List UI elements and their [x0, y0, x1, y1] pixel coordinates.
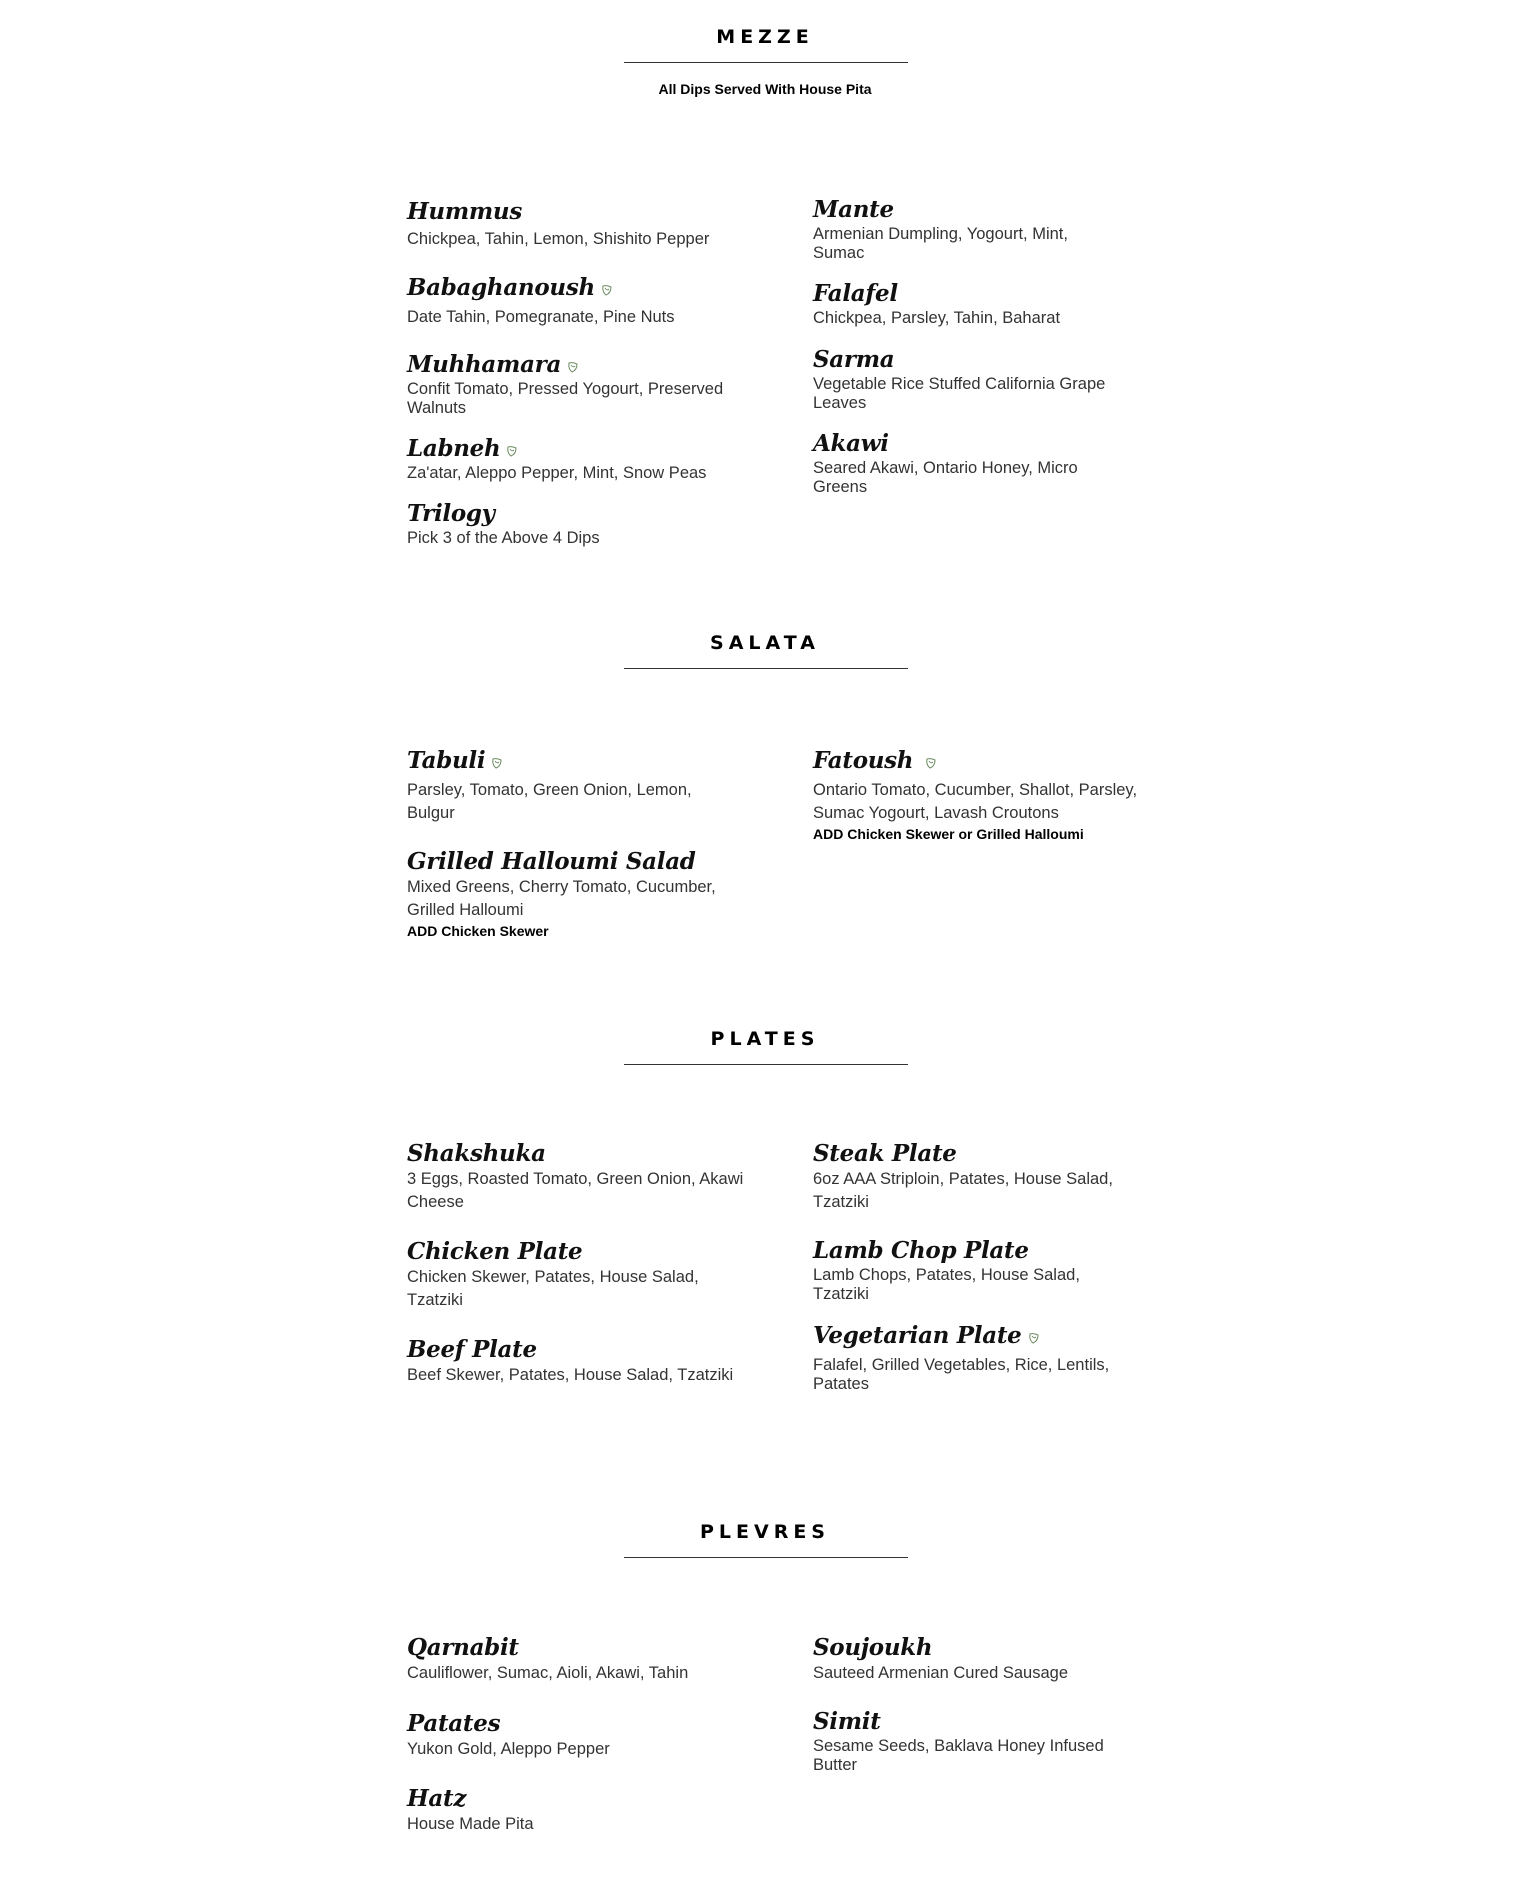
leaf-icon [567, 361, 579, 374]
menu-item-akawi [813, 430, 1163, 497]
item-description: Date Tahin, Pomegranate, Pine Nuts [407, 308, 675, 326]
item-name: Sarma [813, 346, 895, 373]
item-description: Sauteed Armenian Cured Sausage [813, 1664, 1069, 1682]
item-name: Hummus [407, 198, 522, 225]
item-name: Chicken Plate [407, 1238, 583, 1265]
item-description: 6oz AAA Striploin, Patates, House Salad, Tzatziki [813, 1170, 1113, 1211]
section-divider [624, 668, 908, 669]
menu-item-soujoukh [813, 1634, 1163, 1683]
section-divider [624, 1064, 908, 1065]
menu-item-beef-plate [407, 1336, 757, 1387]
menu-item-tabuli [407, 747, 757, 825]
menu-item-sarma [813, 346, 1163, 413]
menu-item-babaghanoush [407, 274, 757, 327]
item-name: Fatoush [813, 747, 914, 774]
item-name: Lamb Chop Plate [813, 1237, 1029, 1264]
item-description: Mixed Greens, Cherry Tomato, Cucumber, Grilled Halloumi [407, 878, 716, 919]
item-add-on: ADD Chicken Skewer [407, 923, 549, 939]
section-subtitle: All Dips Served With House Pita [658, 81, 872, 97]
menu-item-muhhamara [407, 351, 757, 418]
section-title-mezze: MEZZE [716, 26, 814, 48]
menu-item-shakshuka [407, 1140, 757, 1214]
item-name: Simit [813, 1708, 881, 1735]
item-description: Falafel, Grilled Vegetables, Rice, Lentils, Patates [813, 1356, 1110, 1393]
item-description: Vegetable Rice Stuffed California Grape Leaves [813, 375, 1106, 412]
item-name: Babaghanoush [407, 274, 595, 301]
item-name: Beef Plate [407, 1336, 537, 1363]
item-name: Trilogy [407, 500, 495, 527]
menu-item-qarnabit [407, 1634, 757, 1683]
item-description: Chickpea, Tahin, Lemon, Shishito Pepper [407, 230, 710, 248]
item-description: Lamb Chops, Patates, House Salad, Tzatziki [813, 1266, 1080, 1303]
menu-item-patates [407, 1710, 757, 1759]
section-divider [624, 62, 908, 63]
leaf-icon [491, 757, 503, 770]
menu-item-steak-plate [813, 1140, 1163, 1214]
leaf-icon [1028, 1332, 1040, 1345]
item-description: Confit Tomato, Pressed Yogourt, Preserved Walnuts [407, 380, 724, 417]
item-name: Patates [407, 1710, 501, 1737]
item-description: Chicken Skewer, Patates, House Salad, Tzatziki [407, 1268, 699, 1309]
menu-item-lamb-chop-plate [813, 1237, 1163, 1304]
item-description: Yukon Gold, Aleppo Pepper [407, 1740, 610, 1758]
leaf-icon [601, 284, 613, 297]
menu-item-fatoush [813, 747, 1163, 842]
item-description: Chickpea, Parsley, Tahin, Baharat [813, 309, 1061, 327]
menu-item-falafel [813, 280, 1163, 328]
menu-item-hatz [407, 1785, 757, 1834]
item-name: Labneh [407, 435, 501, 462]
menu-item-chicken-plate [407, 1238, 757, 1312]
item-description: 3 Eggs, Roasted Tomato, Green Onion, Akawi Cheese [407, 1170, 744, 1211]
item-description: Beef Skewer, Patates, House Salad, Tzatziki [407, 1366, 734, 1384]
item-description: House Made Pita [407, 1815, 534, 1833]
section-divider [624, 1557, 908, 1558]
menu-item-trilogy [407, 500, 757, 548]
section-title-plevres: PLEVRES [699, 1521, 830, 1543]
section-title-plates: PLATES [710, 1028, 820, 1050]
item-name: Tabuli [407, 747, 486, 774]
leaf-icon [925, 757, 937, 770]
menu-item-vegetarian-plate [813, 1322, 1163, 1394]
menu-item-hummus [407, 198, 757, 249]
menu-item-simit [813, 1708, 1163, 1775]
item-name: Qarnabit [407, 1634, 519, 1661]
item-description: Pick 3 of the Above 4 Dips [407, 529, 600, 547]
item-name: Soujoukh [813, 1634, 933, 1661]
item-name: Vegetarian Plate [813, 1322, 1022, 1349]
item-description: Za'atar, Aleppo Pepper, Mint, Snow Peas [407, 464, 707, 482]
item-description: Seared Akawi, Ontario Honey, Micro Greens [813, 459, 1078, 496]
item-description: Parsley, Tomato, Green Onion, Lemon, Bulgur [407, 781, 692, 822]
item-name: Muhhamara [407, 351, 562, 378]
menu-item-grilled-halloumi-salad [407, 848, 757, 939]
item-name: Mante [813, 196, 894, 223]
item-description: Armenian Dumpling, Yogourt, Mint, Sumac [813, 225, 1068, 262]
item-description: Ontario Tomato, Cucumber, Shallot, Parsley, Sumac Yogourt, Lavash Croutons [813, 781, 1138, 822]
item-description: Sesame Seeds, Baklava Honey Infused Butter [813, 1737, 1104, 1774]
item-name: Falafel [813, 280, 898, 307]
item-name: Akawi [813, 430, 889, 457]
menu-item-labneh [407, 435, 757, 483]
item-name: Shakshuka [407, 1140, 546, 1167]
item-description: Cauliflower, Sumac, Aioli, Akawi, Tahin [407, 1664, 689, 1682]
leaf-icon [506, 445, 518, 458]
item-name: Steak Plate [813, 1140, 957, 1167]
item-add-on: ADD Chicken Skewer or Grilled Halloumi [813, 826, 1084, 842]
section-title-salata: SALATA [710, 632, 820, 654]
item-name: Grilled Halloumi Salad [407, 848, 696, 875]
item-name: Hatz [407, 1785, 467, 1812]
menu-item-mante [813, 196, 1163, 263]
